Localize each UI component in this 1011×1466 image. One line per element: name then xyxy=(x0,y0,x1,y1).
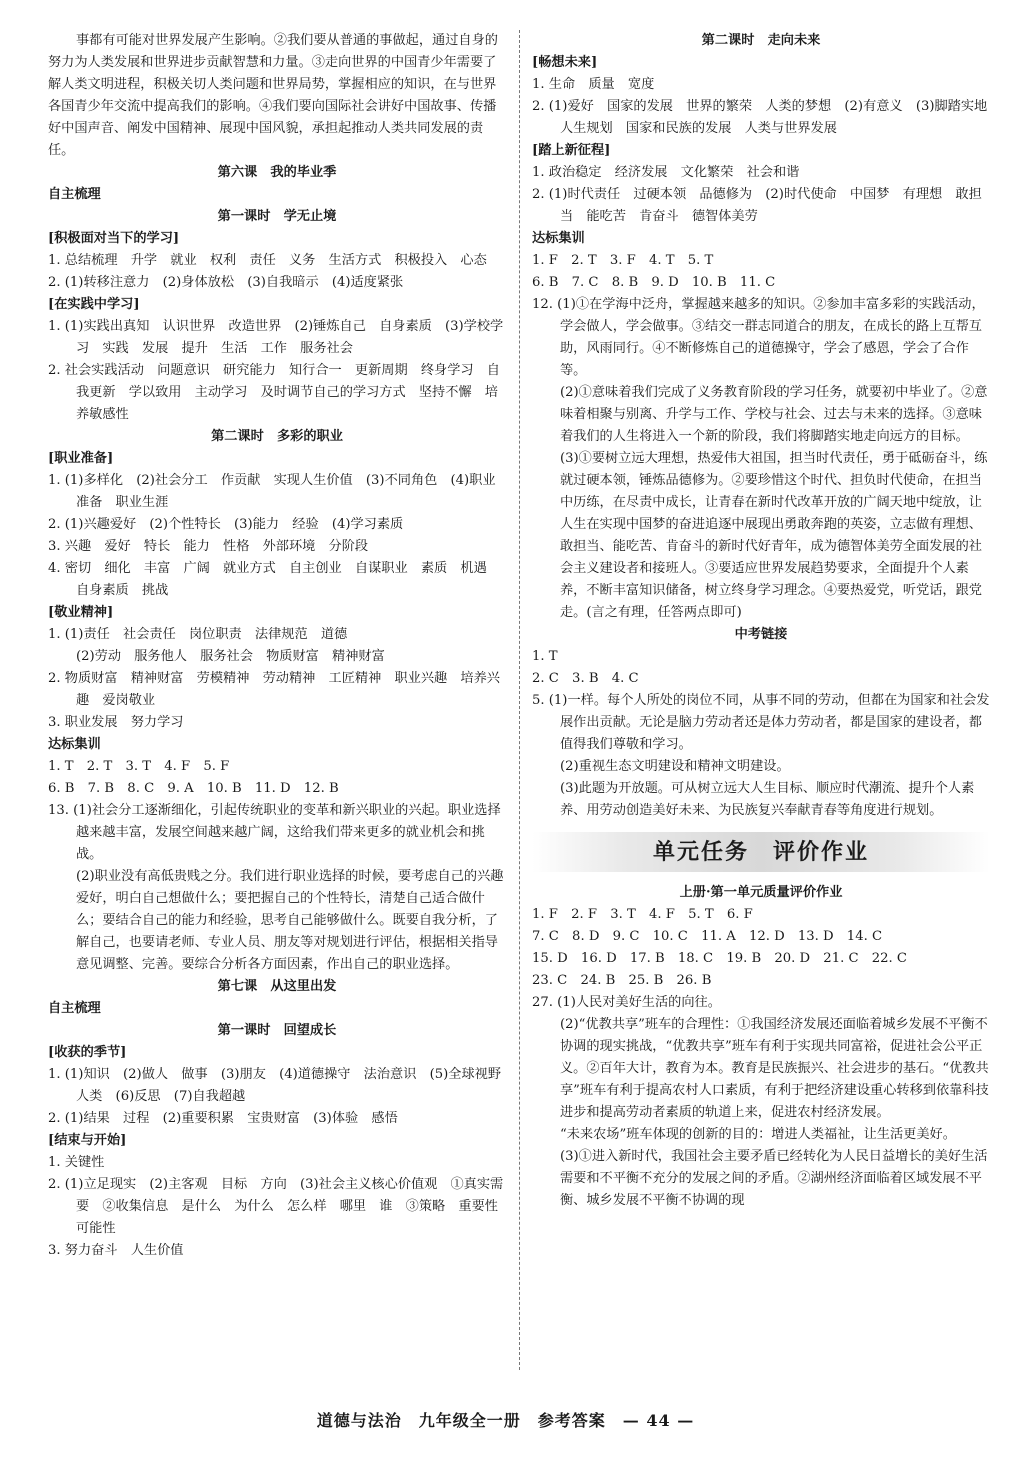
unit-task-banner: 单元任务 评价作业 xyxy=(532,832,990,872)
answer-item: 3. 职业发展 努力学习 xyxy=(48,715,184,730)
section-heading: 第一课时 回望成长 xyxy=(217,1023,337,1038)
answer-item: 2. (1)爱好 国家的发展 世界的繁荣 人类的梦想 (2)有意义 (3)脚踏实地 人生规划 国家和民族的发展 人类与世界发展 xyxy=(532,99,1001,136)
answer-subitem: (2)“优教共享”班车的合理性：①我国经济发展还面临着城乡发展不平衡不协调的现实挑战，“优教共享”班车有利于实现共同富裕，促进社会公平正义。②百年大计，教育为本。教育是民族振兴、社会进步的基石。“优教共享”班车有利于提高农村人口素质，有利于把经济建设重心转移到依靠科技进步和提高劳动者素质的轨道上来，促进农村经济发展。 xyxy=(560,1017,989,1120)
page-footer: 道德与法治 九年级全一册 参考答案 — 44 — xyxy=(316,1411,695,1430)
answer-item: 1. T 2. T 3. T 4. F 5. F xyxy=(48,759,230,774)
answer-item: 1. (1)多样化 (2)社会分工 作贡献 实现人生价值 (3)不同角色 (4)职业准备 职业生涯 xyxy=(48,473,496,510)
answer-item: 1. 生命 质量 宽度 xyxy=(532,77,655,92)
subsection-heading: 自主梳理 xyxy=(48,187,101,202)
answer-item: 1. F 2. T 3. F 4. T 5. T xyxy=(532,253,714,268)
answer-item: 1. 总结梳理 升学 就业 权利 责任 义务 生活方式 积极投入 心态 xyxy=(48,253,487,268)
answer-item: 5. (1)一样。每个人所处的岗位不同，从事不同的劳动，但都在为国家和社会发展作出贡献。无论是脑力劳动者还是体力劳动者，都是国家的建设者，都值得我们尊敬和学习。 xyxy=(532,693,990,752)
answer-subitem: “未来农场”班车体现的创新的目的：增进人类福祉，让生活更美好。 xyxy=(560,1127,956,1142)
answer-item: 7. C 8. D 9. C 10. C 11. A 12. D 13. D 14. C xyxy=(532,929,883,944)
answer-item: 2. (1)立足现实 (2)主客观 目标 方向 (3)社会主义核心价值观 ①真实需要 ②收集信息 是什么 为什么 怎么样 哪里 谁 ③策略 重要性 可能性 xyxy=(48,1177,512,1236)
topic-label: [收获的季节] xyxy=(48,1045,127,1060)
topic-label: [职业准备] xyxy=(48,451,114,466)
column-divider xyxy=(519,30,520,1370)
answer-item: 2. (1)兴趣爱好 (2)个性特长 (3)能力 经验 (4)学习素质 xyxy=(48,517,404,532)
left-column xyxy=(48,30,515,1262)
answer-item: 4. 密切 细化 丰富 广阔 就业方式 自主创业 自谋职业 素质 机遇 自身素质 挑战 xyxy=(48,561,500,598)
topic-label: [结束与开始] xyxy=(48,1133,127,1148)
answer-item: 3. 努力奋斗 人生价值 xyxy=(48,1243,184,1258)
answer-item: 1. (1)责任 社会责任 岗位职责 法律规范 道德 xyxy=(48,627,348,642)
answer-item: 27. (1)人民对美好生活的向往。 xyxy=(532,995,721,1010)
topic-label: [在实践中学习] xyxy=(48,297,140,312)
section-heading: 第六课 我的毕业季 xyxy=(217,165,337,180)
right-column xyxy=(532,30,1001,1212)
answer-item: 1. 政治稳定 经济发展 文化繁荣 社会和谐 xyxy=(532,165,800,180)
answer-item: 2. (1)时代责任 过硬本领 品德修为 (2)时代使命 中国梦 有理想 敢担当 能吃苦 肯奋斗 德智体美劳 xyxy=(532,187,982,224)
answer-subitem: (2)劳动 服务他人 服务社会 物质财富 精神财富 xyxy=(76,649,385,664)
subsection-heading: 自主梳理 xyxy=(48,1001,101,1016)
answer-subitem: (2)重视生态文明建设和精神文明建设。 xyxy=(560,759,790,774)
answer-item: 2. (1)结果 过程 (2)重要积累 宝贵财富 (3)体验 感悟 xyxy=(48,1111,398,1126)
answer-item: 2. 社会实践活动 问题意识 研究能力 知行合一 更新周期 终身学习 自我更新 学以致用 主动学习 及时调节自己的学习方式 坚持不懈 培养敏感性 xyxy=(48,363,500,422)
section-heading: 第七课 从这里出发 xyxy=(217,979,337,994)
answer-item: 2. (1)转移注意力 (2)身体放松 (3)自我暗示 (4)适度紧张 xyxy=(48,275,404,290)
answer-item: 1. (1)实践出真知 认识世界 改造世界 (2)锤炼自己 自身素质 (3)学校学习 实践 发展 提升 生活 工作 服务社会 xyxy=(48,319,504,356)
answer-item: 12. (1)①在学海中泛舟，掌握越来越多的知识。②参加丰富多彩的实践活动，学会做人，学会做事。③结交一群志同道合的朋友，在成长的路上互帮互助，风雨同行。④不断修炼自己的道德操守，学会了感恩，学会了合作等。 xyxy=(532,297,985,378)
subsection-heading: 达标集训 xyxy=(48,737,101,752)
section-heading: 中考链接 xyxy=(734,627,788,642)
section-heading: 第二课时 多彩的职业 xyxy=(211,429,343,444)
answer-subitem: (3)此题为开放题。可从树立远大人生目标、顺应时代潮流、提升个人素养、用劳动创造美好未来、为民族复兴奉献青春等角度进行规划。 xyxy=(560,781,975,818)
answer-item: 15. D 16. D 17. B 18. C 19. B 20. D 21. C 22. C xyxy=(532,951,907,966)
answer-item: 1. (1)知识 (2)做人 做事 (3)朋友 (4)道德操守 法治意识 (5)全球视野 人类 (6)反思 (7)自我超越 xyxy=(48,1067,515,1104)
answer-item: 23. C 24. B 25. B 26. B xyxy=(532,973,712,988)
answer-item: 2. 物质财富 精神财富 劳模精神 劳动精神 工匠精神 职业兴趣 培养兴趣 爱岗敬业 xyxy=(48,671,500,708)
answer-item: 2. C 3. B 4. C xyxy=(532,671,639,686)
answer-paragraph: 事都有可能对世界发展产生影响。②我们要从普通的事做起，通过自身的努力为人类发展和世界进步贡献智慧和力量。③走向世界的中国青少年需要了解人类文明进程，积极关切人类问题和世界局势，掌握相应的知识，在与世界各国青少年交流中提高我们的影响。④我们要向国际社会讲好中国故事、传播好中国声音、阐发中国精神、展现中国风貌，承担起推动人类共同发展的责任。 xyxy=(48,33,498,158)
topic-label: [畅想未来] xyxy=(532,55,598,70)
answer-item: 1. T xyxy=(532,649,558,664)
topic-label: [积极面对当下的学习] xyxy=(48,231,180,246)
section-heading: 第二课时 走向未来 xyxy=(701,33,821,48)
answer-item: 1. 关键性 xyxy=(48,1155,105,1170)
answer-item: 6. B 7. C 8. B 9. D 10. B 11. C xyxy=(532,275,776,290)
answer-item: 3. 兴趣 爱好 特长 能力 性格 外部环境 分阶段 xyxy=(48,539,369,554)
answer-subitem: (2)职业没有高低贵贱之分。我们进行职业选择的时候，要考虑自己的兴趣爱好，明白自己想做什么；要把握自己的个性特长，清楚自己适合做什么；要结合自己的能力和经验，思考自己能够做什么。既要自我分析，了解自己，也要请老师、专业人员、朋友等对规划进行评估，根据相关指导意见调整、完善。要综合分析各方面因素，作出自己的职业选择。 xyxy=(76,869,504,972)
topic-label: [踏上新征程] xyxy=(532,143,611,158)
answer-subitem: (2)①意味着我们完成了义务教育阶段的学习任务，就要初中毕业了。②意味着相聚与别离、升学与工作、学校与社会、过去与未来的选择。③意味着我们的人生将进入一个新的阶段，我们将脚踏实地走向远方的目标。 xyxy=(560,385,988,444)
section-heading: 上册·第一单元质量评价作业 xyxy=(679,885,843,900)
answer-item: 6. B 7. B 8. C 9. A 10. B 11. D 12. B xyxy=(48,781,339,796)
subsection-heading: 达标集训 xyxy=(532,231,585,246)
section-heading: 第一课时 学无止境 xyxy=(217,209,337,224)
answer-subitem: (3)①要树立远大理想，热爱伟大祖国，担当时代责任，勇于砥砺奋斗，练就过硬本领，锤炼品德修为。②要珍惜这个时代、担负时代使命，在担当中历练，在尽责中成长，让青春在新时代改革开放的广阔天地中绽放，让人生在实现中国梦的奋进追逐中展现出勇敢奔跑的英姿，立志做有理想、敢担当、能吃苦、肯奋斗的新时代好青年，成为德智体美劳全面发展的社会主义建设者和接班人。③要适应世界发展趋势要求，全面提升个人素养，不断丰富知识储备，树立终身学习理念。④要热爱党，听党话，跟党走。(言之有理，任答两点即可) xyxy=(560,451,988,620)
answer-item: 1. F 2. F 3. T 4. F 5. T 6. F xyxy=(532,907,753,922)
answer-item: 13. (1)社会分工逐渐细化，引起传统职业的变革和新兴职业的兴起。职业选择越来越丰富，发展空间越来越广阔，这给我们带来更多的就业机会和挑战。 xyxy=(48,803,501,862)
answer-subitem: (3)①进入新时代，我国社会主要矛盾已经转化为人民日益增长的美好生活需要和不平衡不充分的发展之间的矛盾。②湖州经济面临着区域发展不平衡、城乡发展不平衡不协调的现 xyxy=(560,1149,988,1208)
topic-label: [敬业精神] xyxy=(48,605,114,620)
